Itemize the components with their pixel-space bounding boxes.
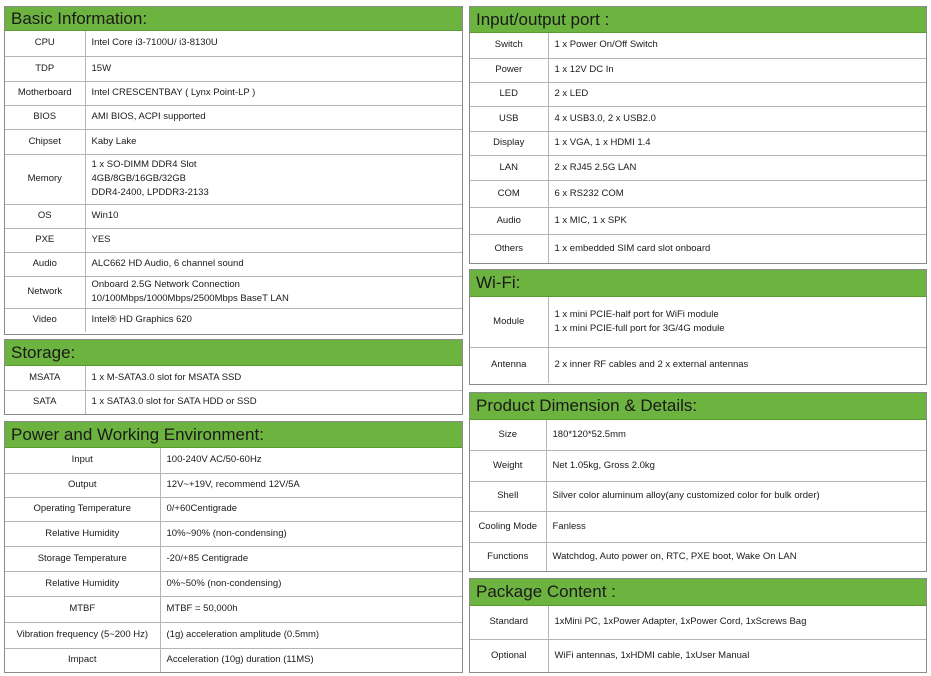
spec-label: Input — [5, 448, 160, 473]
spec-label: Storage Temperature — [5, 546, 160, 571]
spec-row-input — [5, 448, 462, 473]
spec-row-led — [470, 82, 926, 106]
spec-row-sata — [5, 390, 462, 414]
spec-value-line: 4GB/8GB/16GB/32GB — [91, 173, 187, 184]
spec-value: Win10 — [85, 204, 462, 228]
spec-row-others — [470, 234, 926, 263]
package-section — [469, 578, 927, 673]
io-port-table — [470, 33, 926, 263]
spec-row-audio-io — [470, 207, 926, 234]
spec-value: YES — [85, 228, 462, 252]
spec-row-bios — [5, 105, 462, 129]
spec-label: PXE — [5, 228, 85, 252]
spec-value: WiFi antennas, 1xHDMI cable, 1xUser Manual — [548, 639, 926, 672]
spec-value: 6 x RS232 COM — [548, 180, 926, 207]
spec-row-audio — [5, 252, 462, 276]
spec-value-line: 10/100Mbps/1000Mbps/2500Mbps BaseT LAN — [91, 293, 289, 304]
spec-row-display — [470, 131, 926, 155]
spec-label: USB — [470, 106, 548, 131]
spec-value: Silver color aluminum alloy(any customized color for bulk order) — [546, 481, 926, 511]
wifi-section — [469, 269, 927, 385]
spec-row-tdp — [5, 56, 462, 81]
spec-value-line: DDR4-2400, LPDDR3-2133 — [91, 187, 209, 198]
spec-row-vibration — [5, 622, 462, 648]
spec-label: Memory — [5, 154, 85, 204]
spec-row-cpu — [5, 31, 462, 56]
spec-label: Output — [5, 473, 160, 497]
spec-value: 180*120*52.5mm — [546, 420, 926, 450]
spec-label: Cooling Mode — [470, 511, 546, 542]
basic-information-section — [4, 6, 463, 335]
spec-label: Others — [470, 234, 548, 263]
spec-row-storage-temperature — [5, 546, 462, 571]
spec-label: Impact — [5, 648, 160, 672]
spec-row-optional — [470, 639, 926, 672]
spec-row-functions — [470, 542, 926, 571]
spec-row-size — [470, 420, 926, 450]
spec-label: Module — [470, 297, 548, 347]
spec-value: 1 x embedded SIM card slot onboard — [548, 234, 926, 263]
spec-value — [85, 276, 462, 308]
spec-label: COM — [470, 180, 548, 207]
spec-value: 4 x USB3.0, 2 x USB2.0 — [548, 106, 926, 131]
spec-value — [548, 297, 926, 347]
spec-row-mtbf — [5, 596, 462, 622]
spec-value: Net 1.05kg, Gross 2.0kg — [546, 450, 926, 481]
spec-value: 15W — [85, 56, 462, 81]
spec-label: Motherboard — [5, 81, 85, 105]
power-environment-table — [5, 448, 462, 672]
spec-row-output — [5, 473, 462, 497]
spec-value-line: 1 x mini PCIE-half port for WiFi module — [554, 308, 719, 320]
wifi-table — [470, 297, 926, 383]
spec-value: MTBF = 50,000h — [160, 596, 462, 622]
spec-value: 1 x Power On/Off Switch — [548, 33, 926, 58]
io-port-title: Input/output port : — [470, 7, 926, 33]
spec-value: 1 x MIC, 1 x SPK — [548, 207, 926, 234]
spec-value: Acceleration (10g) duration (11MS) — [160, 648, 462, 672]
spec-value: 12V~+19V, recommend 12V/5A — [160, 473, 462, 497]
basic-information-table — [5, 31, 462, 332]
spec-row-memory — [5, 154, 462, 204]
basic-information-title: Basic Information: — [5, 7, 462, 31]
io-port-section — [469, 6, 927, 264]
spec-label: TDP — [5, 56, 85, 81]
power-environment-section — [4, 421, 463, 673]
spec-value: 10%~90% (non-condensing) — [160, 521, 462, 546]
spec-label: SATA — [5, 390, 85, 414]
spec-label: Display — [470, 131, 548, 155]
spec-row-video — [5, 308, 462, 332]
spec-label: Relative Humidity — [5, 521, 160, 546]
spec-label: Chipset — [5, 129, 85, 154]
spec-value: 1xMini PC, 1xPower Adapter, 1xPower Cord, 1xScrews Bag — [548, 606, 926, 639]
package-title: Package Content : — [470, 579, 926, 606]
spec-label: LED — [470, 82, 548, 106]
spec-row-network — [5, 276, 462, 308]
dimension-section — [469, 392, 927, 572]
spec-row-usb — [470, 106, 926, 131]
spec-value — [85, 154, 462, 204]
spec-label: Vibration frequency (5~200 Hz) — [5, 622, 160, 648]
spec-label: Weight — [470, 450, 546, 481]
spec-row-relative-humidity — [5, 521, 462, 546]
spec-row-chipset — [5, 129, 462, 154]
spec-value: 2 x inner RF cables and 2 x external antennas — [548, 347, 926, 383]
spec-row-operating-temperature — [5, 497, 462, 521]
storage-title: Storage: — [5, 340, 462, 366]
dimension-table — [470, 420, 926, 571]
spec-value: 2 x LED — [548, 82, 926, 106]
spec-value: 1 x VGA, 1 x HDMI 1.4 — [548, 131, 926, 155]
spec-row-weight — [470, 450, 926, 481]
spec-row-impact — [5, 648, 462, 672]
spec-label: Standard — [470, 606, 548, 639]
spec-label: MSATA — [5, 366, 85, 390]
spec-label: MTBF — [5, 596, 160, 622]
spec-value: Watchdog, Auto power on, RTC, PXE boot, Wake On LAN — [546, 542, 926, 571]
wifi-title: Wi-Fi: — [470, 270, 926, 297]
spec-value: Intel® HD Graphics 620 — [85, 308, 462, 332]
dimension-title: Product Dimension & Details: — [470, 393, 926, 420]
storage-section — [4, 339, 463, 415]
spec-label: Audio — [5, 252, 85, 276]
spec-label: Operating Temperature — [5, 497, 160, 521]
spec-value: Intel Core i3-7100U/ i3-8130U — [85, 31, 462, 56]
spec-row-msata — [5, 366, 462, 390]
spec-label: Video — [5, 308, 85, 332]
spec-label: Audio — [470, 207, 548, 234]
spec-value-line: 1 x mini PCIE-full port for 3G/4G module — [554, 322, 725, 334]
spec-value: -20/+85 Centigrade — [160, 546, 462, 571]
spec-label: Antenna — [470, 347, 548, 383]
spec-value-line: 1 x SO-DIMM DDR4 Slot — [91, 159, 197, 170]
spec-row-com — [470, 180, 926, 207]
spec-value: AMI BIOS, ACPI supported — [85, 105, 462, 129]
spec-label: Network — [5, 276, 85, 308]
spec-value: 2 x RJ45 2.5G LAN — [548, 155, 926, 180]
spec-value: 0%~50% (non-condensing) — [160, 571, 462, 596]
spec-value: 1 x M-SATA3.0 slot for MSATA SSD — [85, 366, 462, 390]
spec-value: 0/+60Centigrade — [160, 497, 462, 521]
spec-row-cooling-mode — [470, 511, 926, 542]
spec-label: Power — [470, 58, 548, 82]
spec-value: 1 x SATA3.0 slot for SATA HDD or SSD — [85, 390, 462, 414]
spec-label: OS — [5, 204, 85, 228]
spec-row-os — [5, 204, 462, 228]
spec-value: 1 x 12V DC In — [548, 58, 926, 82]
spec-row-motherboard — [5, 81, 462, 105]
spec-value: 100-240V AC/50-60Hz — [160, 448, 462, 473]
package-table — [470, 606, 926, 672]
spec-label: CPU — [5, 31, 85, 56]
spec-value: ALC662 HD Audio, 6 channel sound — [85, 252, 462, 276]
spec-label: Size — [470, 420, 546, 450]
spec-label: BIOS — [5, 105, 85, 129]
spec-value: Intel CRESCENTBAY ( Lynx Point-LP ) — [85, 81, 462, 105]
spec-row-relative-humidity-storage — [5, 571, 462, 596]
power-environment-title: Power and Working Environment: — [5, 422, 462, 448]
spec-label: Functions — [470, 542, 546, 571]
spec-row-pxe — [5, 228, 462, 252]
spec-label: Switch — [470, 33, 548, 58]
spec-value: (1g) acceleration amplitude (0.5mm) — [160, 622, 462, 648]
spec-value: Fanless — [546, 511, 926, 542]
spec-row-shell — [470, 481, 926, 511]
spec-row-power — [470, 58, 926, 82]
spec-label: LAN — [470, 155, 548, 180]
spec-label: Relative Humidity — [5, 571, 160, 596]
spec-row-standard — [470, 606, 926, 639]
spec-label: Shell — [470, 481, 546, 511]
spec-row-lan — [470, 155, 926, 180]
spec-row-antenna — [470, 347, 926, 383]
spec-label: Optional — [470, 639, 548, 672]
spec-row-module — [470, 297, 926, 347]
spec-value: Kaby Lake — [85, 129, 462, 154]
spec-value-line: Onboard 2.5G Network Connection — [91, 279, 240, 290]
storage-table — [5, 366, 462, 414]
spec-row-switch — [470, 33, 926, 58]
